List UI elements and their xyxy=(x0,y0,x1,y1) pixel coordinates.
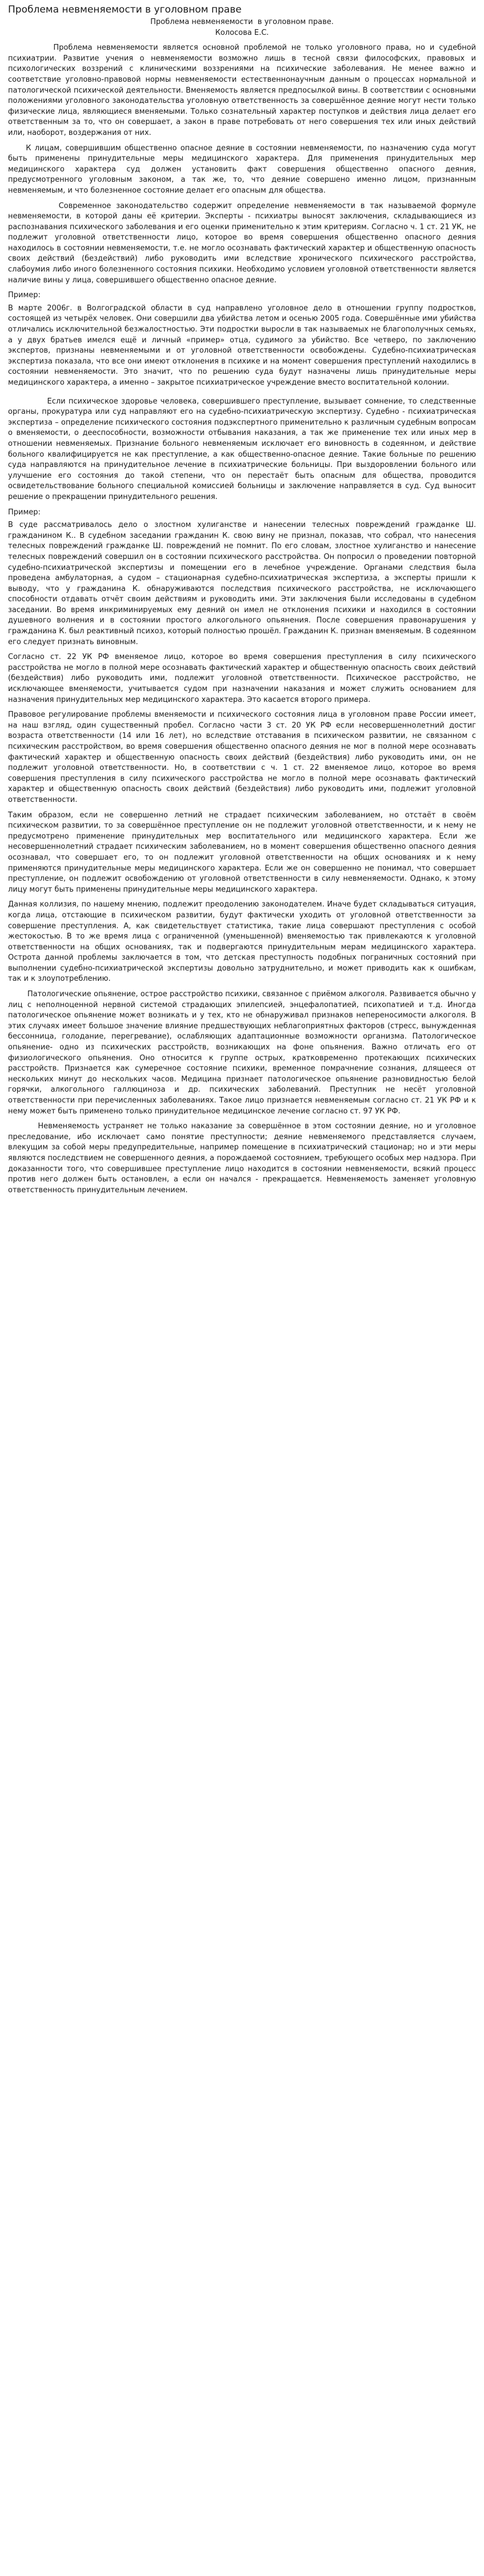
paragraph: Проблема невменяемости является основной проблемой не только уголовного права, но и судебной психиатрии. Развитие учения о невменяемости возможно лишь в тесной связи философских, правовых и психологических воззрений с клиническими воззрениями на психические заболевания. Не менее важно и соответствие уголовно-правовой нормы невменяемости естественнонаучным данным о процессах нормальной и патологической психической деятельности. Вменяемость является предпосылкой вины. В соответствии с основными положениями уголовного законодательства уголовную ответственность за совершённое деяние могут нести только физические лица, являющиеся вменяемыми. Только сознательный характер поступков и действия лица делает его ответственным за то, что он совершает, а закон в праве потребовать от него совершения тех или иных действий или, наоборот, воздержания от них. xyxy=(8,43,479,137)
example-label: Пример: xyxy=(8,508,41,517)
paragraph: Если психическое здоровье человека, совершившего преступление, вызывает сомнение, то следственные органы, прокуратура или суд направляют его на судебно-психиатрическую экспертизу. Судебно - психиатрическая экспертиза – определение психического состояния подэкспертного применительно к различным судебным вопросам о вменяемости, о дееспособности, возможности отбывания наказания, а так же применение тех или иных мер в отношении невменяемых. Признание больного невменяемым исключает его виновность в содеянном, и действие больного квалифицируется не как преступление, а как общественно-опасное деяние. Такие больные по решению суда направляются на принудительное лечение в психиатрические больницы. При выздоровлении больного или улучшение его состояния до такой степени, что он перестаёт быть опасным для общества, проводится освидетельствование больного специальной комиссией больницы и заключение направляется в суд. Суд выносит решение о прекращении принудительного решения. xyxy=(8,397,479,501)
example-label: Пример: xyxy=(8,291,41,300)
article xyxy=(0,3,484,1206)
paragraph: Правовое регулирование проблемы вменяемости и психического состояния лица в уголовном праве России имеет, на наш взгляд, один существенный пробел. Согласно части 3 ст. 20 УК РФ если несовершеннолетний достиг возраста ответственности (14 или 16 лет), но вследствие отставания в психическом развитии, не связанном с психическим расстройством, во время совершения общественно опасного деяния не мог в полной мере осознавать фактический характер и общественную опасность своих действий (бездействия) либо руководить ими, он не подлежит уголовной ответственности. Но, в соответствии с ч. 1 ст. 22 вменяемое лицо, которое во время совершения преступления в силу психического расстройства не могло в полной мере осознавать фактический характер и общественную опасность своих действий (бездействия) либо руководить ими, подлежит уголовной ответственности. xyxy=(8,710,479,804)
paragraph: В суде рассматривалось дело о злостном хулиганстве и нанесении телесных повреждений гражданке Ш. гражданином К.. В судебном заседании гражданин К. свою вину не признал, показав, что собрал, что нанесения телесных повреждений гражданке Ш. повреждений не помнит. По его словам, злостное хулиганство и нанесение телесных повреждений совершил он в состоянии психического расстройства. Он попросил о проведении повторной судебно-психиатрической экспертизы и помещении его в лечебное учреждение. Органами следствия была проведена амбулаторная, а судом – стационарная судебно-психиатрическая экспертиза, а эксперты пришли к выводу, что у гражданина К. обнаруживаются последствия психического расстройства, не исключающего способности отдавать отчёт своим действиям и руководить ими. Эти заключения были исследованы в судебном заседании. Во время инкриминируемых ему деяний он имел не отклонения психики и находился в состоянии душевного волнения и в состоянии простого алкогольного опьянения. После совершения правонарушения у гражданина К. был реактивный психоз, который полностью прошёл. Гражданин К. признан вменяемым. В содеянном его следует признать виновным. xyxy=(8,521,479,646)
paragraph: Данная коллизия, по нашему мнению, подлежит преодолению законодателем. Иначе будет складываться ситуация, когда лица, отстающие в психическом развитии, будут фактически уходить от уголовной ответственности за совершение преступления. А, как свидетельствует статистика, такие лица совершают преступления с особой жестокостью. В то же время лица с ограниченной (уменьшенной) вменяемостью так привлекаются к уголовной ответственности на общих основаниях, так и подвергаются принудительным мерам медицинского характера. Острота данной проблемы заключается в том, что детская преступность подобных пограничных состояний при выполнении судебно-психиатрической экспертизы довольно затруднительно, и может приводить как к ошибкам, так и к злоупотреблению. xyxy=(8,900,479,984)
paragraph: Современное законодательство содержит определение невменяемости в так называемой формуле невменяемости, в которой даны её критерии. Эксперты - психиатры выносят заключения, складывающиеся из распознавания психического заболевания и его оценки применительно к этим критериям. Согласно ч. 1 ст. 21 УК, не подлежит уголовной ответственности лицо, которое во время совершения общественно опасного деяния находилось в состоянии невменяемости, т.е. не могло осознавать фактический характер и общественную опасность своих действий (бездействий) либо руководить ими вследствие хронического психического расстройства, слабоумия либо иного болезненного состояния психики. Необходимо условием уголовной ответственности является наличие вины у лица, совершившего общественно опасное деяние. xyxy=(8,201,479,285)
paragraph: К лицам, совершившим общественно опасное деяние в состоянии невменяемости, по назначению суда могут быть применены принудительные меры медицинского характера. Для применения принудительных мер медицинского характера суд должен установить факт совершения общественно опасного деяния, предусмотренного уголовным законом, а так же, то, что деяние совершено именно лицом, признанным невменяемым, и что болезненное состояние делает его опасным для общества. xyxy=(8,143,479,195)
article-subtitle: Проблема невменяемости в уголовном праве. xyxy=(150,18,334,26)
article-author: Колосова Е.С. xyxy=(215,28,269,37)
paragraph: Патологические опьянение, острое расстройство психики, связанное с приёмом алкоголя. Развивается обычно у лиц с неполноценной нервной системой страдающих эпилепсией, энцефалопатией, психопатией и т.д. Иногда патологическое опьянение может возникать и у тех, кто не обнаруживал признаков непереносимости алкоголя. В этих случаях имеет большое значение влияние предшествующих неблагоприятных факторов (стресс, вынужденная бессонница, голодание, перегревание), ослабляющих адаптационные возможности организма. Патологическое опьянение- одно из психических расстройств, возникающих на фоне опьянения. Важно отличать его от физиологического опьянения. Оно относится к группе острых, кратковременно протекающих психических расстройств. Признается как сумеречное состояние психики, временное помрачнение сознания, длящееся от нескольких минут до нескольких часов. Медицина признает патологическое опьянение разновидностью белой горячки, алкогольного галлюциноза и др. психических заболеваний. Преступник не несёт уголовной ответственности при перечисленных заболеваниях. Такое лицо признается невменяемым согласно ст. 21 УК РФ и к нему может быть применено только принудительное медицинское лечение согласно ст. 97 УК РФ. xyxy=(8,990,479,1116)
paragraph: В марте 2006г. в Волгоградской области в суд направлено уголовное дело в отношении группу подростков, состоящей из четырёх человек. Они совершили два убийства летом и осенью 2005 года. Совершённые ими убийства отличались исключительной безжалостностью. Эти подростки выросли в так называемых не благополучных семьях, а у двух братьев имелся ещё и личный «пример» отца, судимого за убийство. Все четверо, по заключению экспертов, признаны невменяемыми и от уголовной ответственности освобождены. Судебно-психиатрическая экспертиза показала, что все они имеют отклонения в психике и на момент совершения преступлений находились в состоянии невменяемости. Это значит, что по решению суда будут назначены лишь принудительные меры медицинского характера, а именно – закрытое психиатрическое учреждение вместо воспитательной колонии. xyxy=(8,303,479,387)
page-title: Проблема невменяемости в уголовном праве xyxy=(8,4,242,15)
article-body xyxy=(8,43,479,1196)
paragraph: Таким образом, если не совершенно летний не страдает психическим заболеванием, но отстаёт в своём психическом развитии, то за совершённое преступление он не подлежит уголовной ответственности, и к нему не предусмотрено применение принудительных мер воспитательного или медицинского характера. Если же несовершеннолетний страдает психическим заболеванием, но в момент совершения общественно опасного деяния осознавал, что совершает его, то он подлежит уголовной ответственности на общих основаниях и к нему применяются принудительные меры медицинского характера. Если же он совершенно не понимал, что совершает преступление, он подлежит освобождению от уголовной ответственности в силу невменяемости. Однако, к этому лицу могут быть применены принудительные меры медицинского характера. xyxy=(8,810,479,894)
paragraph: Согласно ст. 22 УК РФ вменяемое лицо, которое во время совершения преступления в силу психического расстройства не могло в полной мере осознавать фактический характер и общественную опасность своих действий (бездействия) либо руководить ими, подлежит уголовной ответственности. Психическое расстройство, не исключающее вменяемости, учитывается судом при назначении наказания и может служить основанием для назначения принудительных мер медицинского характера. Это касается второго примера. xyxy=(8,653,479,704)
paragraph: Невменяемость устраняет не только наказание за совершённое в этом состоянии деяние, но и уголовное преследование, ибо исключает само понятие преступности; деяние невменяемого представляется случаем, влекущим за собой меры предупредительные, например помещение в психиатрический стационар; но и эти меры являются последствием не совершенного деяния, а порождаемой состоянием, требующего особых мер надзора. При доказанности того, что совершившее преступление лицо находится в состоянии невменяемости, всякий процесс против него должен быть остановлен, а если он начался - прекращается. Невменяемость заменяет уголовную ответственность принудительным лечением. xyxy=(8,1122,479,1195)
